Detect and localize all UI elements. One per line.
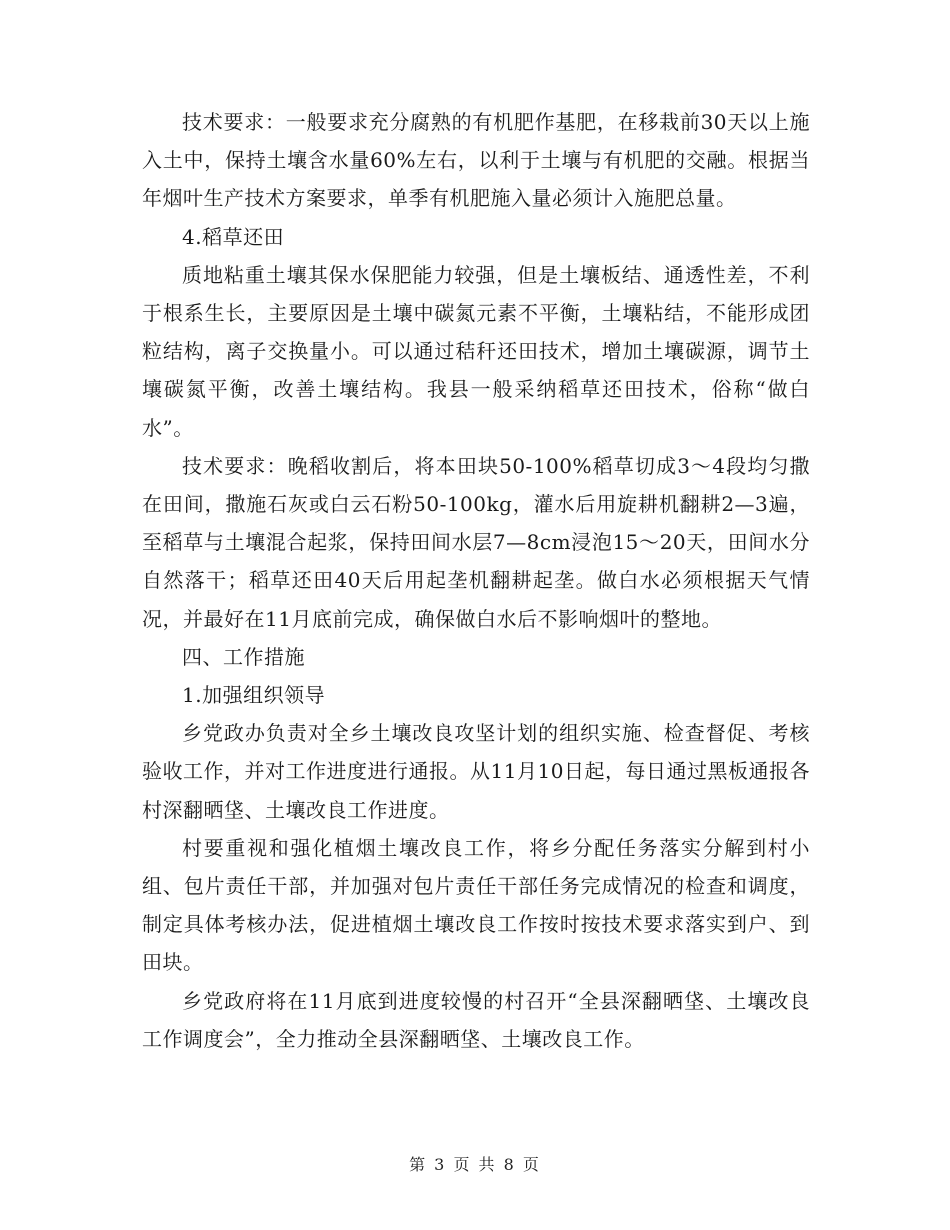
paragraph-technical-requirements-straw: 技术要求：晚稻收割后，将本田块50-100%稻草切成3～4段均匀撒在田间，撒施石灰或白云石粉50-100kg，灌水后用旋耕机翻耕2—3遍，至稻草与土壤混合起浆，保持田间水层7—8cm浸泡15～20天，田间水分自然落干；稻草还田40天后用起垄机翻耕起垄。做白水必须根据天气情况，并最好在11月底前完成，确保做白水后不影响烟叶的整地。 — [142, 453, 810, 631]
page-number-footer: 第 3 页 共 8 页 — [409, 1155, 541, 1174]
document-body — [142, 103, 810, 1058]
paragraph-clay-soil-description: 质地粘重土壤其保水保肥能力较强，但是土壤板结、通透性差，不利于根系生长，主要原因是土壤中碳氮元素不平衡，土壤粘结，不能形成团粒结构，离子交换量小。可以通过秸秆还田技术，增加土壤碳源，调节土壤碳氮平衡，改善土壤结构。我县一般采纳稻草还田技术，俗称“做白水”。 — [142, 262, 810, 440]
paragraph-village-responsibility: 村要重视和强化植烟土壤改良工作，将乡分配任务落实分解到村小组、包片责任干部，并加强对包片责任干部任务完成情况的检查和调度，制定具体考核办法，促进植烟土壤改良工作按时按技术要求落实到户、到田块。 — [142, 835, 810, 975]
section-heading-straw-return: 4.稻草还田 — [182, 224, 285, 249]
paragraph-office-responsibility: 乡党政办负责对全乡土壤改良攻坚计划的组织实施、检查督促、考核验收工作，并对工作进度进行通报。从11月10日起，每日通过黑板通报各村深翻晒垡、土壤改良工作进度。 — [142, 721, 810, 822]
paragraph-technical-requirements-manure: 技术要求：一般要求充分腐熟的有机肥作基肥，在移栽前30天以上施入土中，保持土壤含水量60%左右，以利于土壤与有机肥的交融。根据当年烟叶生产技术方案要求，单季有机肥施入量必须计入施肥总量。 — [142, 110, 810, 211]
paragraph-scheduling-meeting: 乡党政府将在11月底到进度较慢的村召开“全县深翻晒垡、土壤改良工作调度会”，全力推动全县深翻晒垡、土壤改良工作。 — [142, 988, 810, 1051]
section-heading-work-measures: 四、工作措施 — [182, 644, 305, 669]
section-heading-organization: 1.加强组织领导 — [182, 683, 326, 708]
